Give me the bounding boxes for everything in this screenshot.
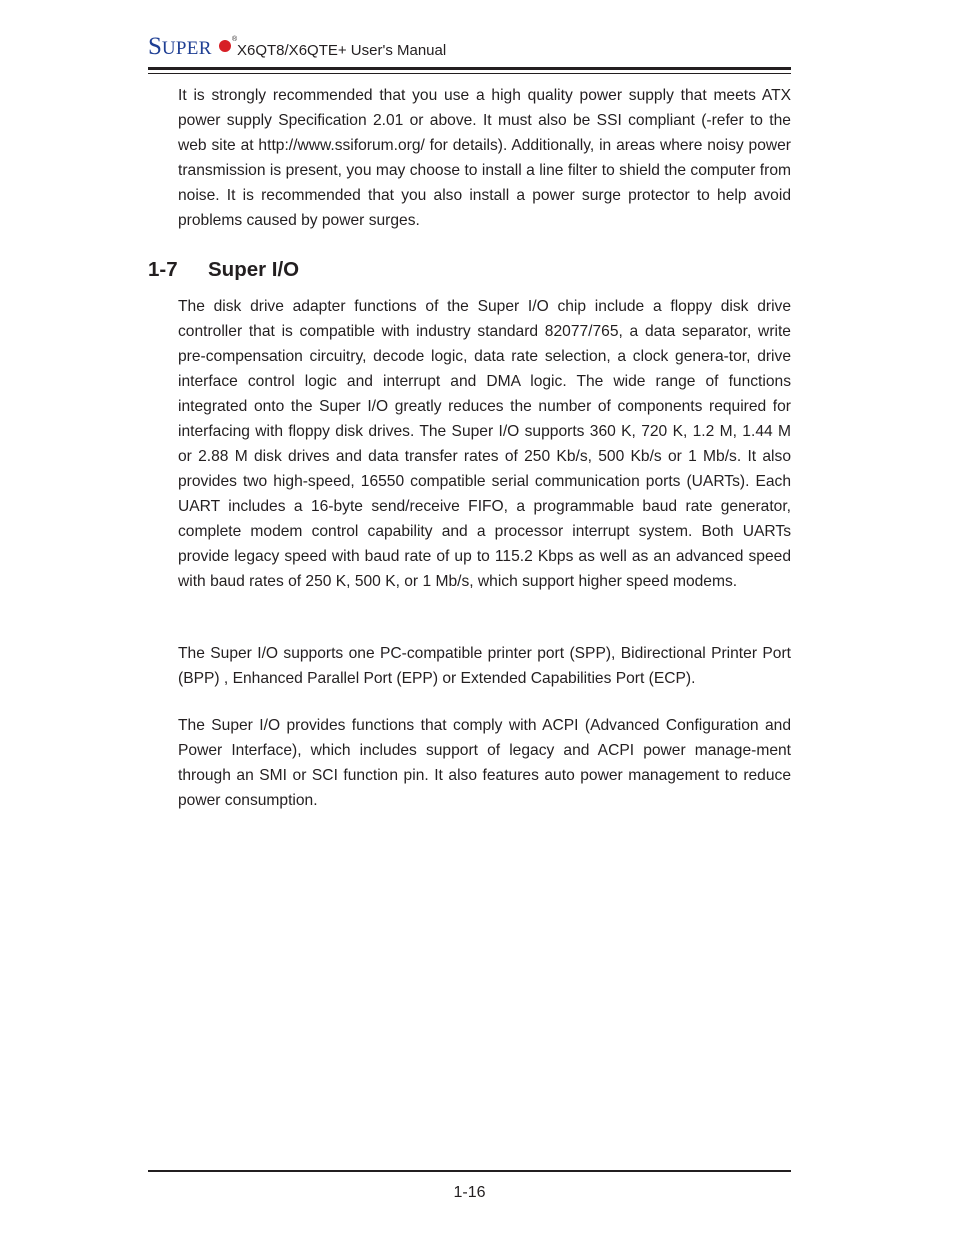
section-title: Super I/O	[208, 258, 300, 281]
logo-rest: UPER	[161, 38, 212, 59]
logo-red-dot-icon	[219, 40, 231, 52]
section-heading	[148, 256, 299, 284]
supermicro-logo	[148, 34, 212, 59]
header-rule-thick	[148, 67, 791, 70]
header-rule-thin	[148, 73, 791, 74]
paragraph-printer-port: The Super I/O supports one PC-compatible printer port (SPP), Bidirectional Printer Port (BPP) , Enhanced Parallel Port (EPP) or Extended Capabilities Port (ECP).	[178, 645, 791, 687]
logo-initial: S	[148, 33, 162, 60]
paragraph-power-supply: It is strongly recommended that you use a high quality power supply that meets ATX power supply Specification 2.01 or above. It must also be SSI compliant (-refer to the web site at http://www.ssiforum.org/ for details). Additionally, in areas where noisy power transmission is present, you may choose to install a line filter to shield the computer from noise. It is recommended that you also install a power surge protector to help avoid problems caused by power surges.	[178, 87, 791, 229]
manual-title: X6QT8/X6QTE+ User's Manual	[237, 42, 447, 59]
footer-rule	[148, 1170, 791, 1172]
paragraph-disk-drive-adapter: The disk drive adapter functions of the Super I/O chip include a floppy disk drive controller that is compatible with industry standard 82077/765, a data separator, write pre-compensation circuitry, decode logic, data rate selection, a clock genera-tor, drive interface control logic and interrupt and DMA logic. The wide range of functions integrated onto the Super I/O greatly reduces the number of components required for interfacing with floppy disk drives. The Super I/O supports 360 K, 720 K, 1.2 M, 1.44 M or 2.88 M disk drives and data transfer rates of 250 Kb/s, 500 Kb/s or 1 Mb/s. It also provides two high-speed, 16550 compatible serial communication ports (UARTs). Each UART includes a 16-byte send/receive FIFO, a programmable baud rate generator, complete modem control capability and a processor interrupt system. Both UARTs provide legacy speed with baud rate of up to 115.2 Kbps as well as an advanced speed with baud rates of 250 K, 500 K, or 1 Mb/s, which support higher speed modems.	[178, 298, 791, 590]
paragraph-acpi: The Super I/O provides functions that comply with ACPI (Advanced Configuration and Power Interface), which includes support of legacy and ACPI power manage-ment through an SMI or SCI function pin. It also features auto power management to reduce power consumption.	[178, 717, 791, 809]
page-number: 1-16	[453, 1184, 486, 1201]
section-number: 1-7	[148, 258, 178, 281]
logo-registered-mark: ®	[232, 36, 238, 43]
